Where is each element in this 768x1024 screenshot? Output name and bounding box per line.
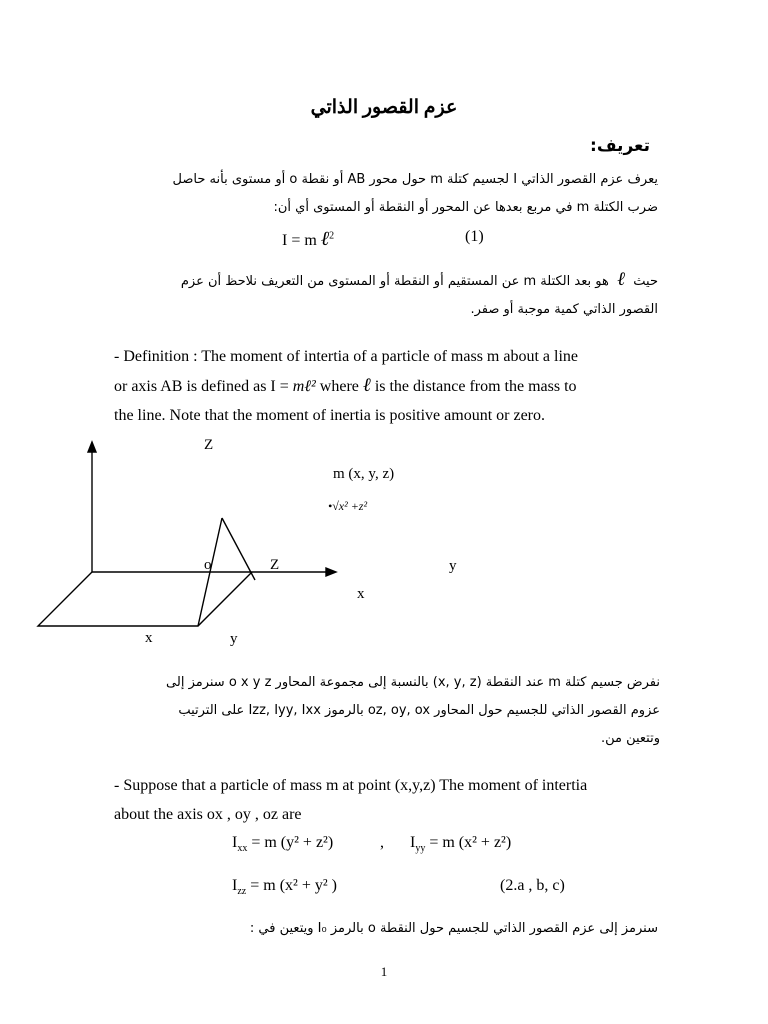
- ell-symbol: ℓ: [617, 269, 625, 290]
- ell-symbol: ℓ: [362, 375, 371, 396]
- arabic-where-word: حيث: [633, 274, 658, 289]
- equation-comma: ,: [380, 834, 384, 851]
- ell-symbol: ℓ: [320, 228, 330, 250]
- arabic-last-line: سنرمز إلى عزم القصور الذاتي للجسيم حول النقطة o بالرمز I₀ ويتعين في :: [249, 921, 658, 936]
- arabic-where-text: هو بعد الكتلة m عن المستقيم أو النقطة أو المستوى من التعريف نلاحظ أن عزم: [180, 274, 609, 289]
- point-label: m (x, y, z): [333, 466, 395, 482]
- arabic-definition-line-1: يعرف عزم القصور الذاتي I لجسيم كتلة m حول محور AB أو نقطة o أو مستوى بأنه حاصل: [172, 172, 658, 187]
- izz-subscript: zz: [237, 886, 247, 898]
- section-heading: تعريف:: [590, 136, 650, 156]
- z-label-top: Z: [204, 437, 214, 453]
- origin-label: o: [204, 557, 212, 573]
- english-suppose-line-1: - Suppose that a particle of mass m at point (x,y,z) The moment of intertia: [114, 777, 588, 794]
- y-label-right: y: [449, 558, 457, 574]
- ixx-rhs: = m (y² + z²): [251, 834, 334, 851]
- x-label-right: x: [357, 586, 365, 602]
- english-suppose-line-2: about the axis ox , oy , oz are: [114, 806, 302, 823]
- triangle-side: [222, 518, 255, 580]
- page-number: 1: [380, 964, 388, 979]
- z-label-middle: Z: [270, 557, 280, 573]
- z-axis-arrow-icon: [88, 442, 96, 452]
- iyy-subscript: yy: [415, 843, 426, 855]
- equation-1-lhs: I = m: [282, 232, 317, 249]
- arabic-suppose-line-2: عزوم القصور الذاتي للجسيم حول المحاور oz, oy, ox بالرموز Izz, Iyy, Ixx على الترتيب: [178, 703, 660, 718]
- equation-1-number: (1): [465, 228, 484, 245]
- equation-1-exponent: 2: [329, 230, 335, 242]
- equation-2-number: (2.a , b, c): [500, 877, 565, 894]
- arabic-suppose-line-1: نفرض جسيم كتلة m عند النقطة (x, y, z) بالنسبة إلى مجموعة المحاور o x y z سنرمز إلى: [166, 675, 660, 690]
- inertia-formula: mℓ²: [292, 378, 316, 395]
- sqrt-label: •√x² +z²: [328, 499, 368, 513]
- xy-plane: [38, 572, 252, 626]
- arabic-definition-line-2: ضرب الكتلة m في مربع بعدها عن المحور أو النقطة أو المستوى أي أن:: [273, 200, 658, 215]
- ixx-subscript: xx: [237, 843, 248, 855]
- iyy-rhs: = m (x² + z²): [429, 834, 512, 851]
- english-definition-line-3: the line. Note that the moment of inertia is positive amount or zero.: [114, 407, 545, 424]
- english-suppose: [114, 771, 674, 829]
- page-title: عزم القصور الذاتي: [310, 97, 458, 118]
- english-definition-line-1: - Definition : The moment of intertia of a particle of mass m about a line: [114, 348, 579, 365]
- izz-rhs: = m (x² + y² ): [250, 877, 337, 894]
- y-label-bottom: y: [230, 631, 238, 647]
- equation-ixx: $I_{xx} = m$ (y² + z²): [232, 834, 334, 855]
- equation-iyy: $I_{yy} = m$ (x² + z²): [410, 834, 512, 855]
- english-definition-line-2: or axis AB is defined as I = mℓ² where ℓ is the distance from the mass to: [114, 375, 577, 396]
- x-label-bottom: x: [145, 630, 153, 646]
- arabic-suppose-line-3: وتتعين من.: [600, 731, 660, 746]
- equation-izz: $I_{zz} = m$ (x² + y² ): [232, 877, 337, 898]
- horizontal-axis-arrow-icon: [326, 568, 336, 576]
- arabic-where-line-2: القصور الذاتي كمية موجبة أو صفر.: [470, 302, 658, 317]
- arabic-suppose: [100, 669, 660, 753]
